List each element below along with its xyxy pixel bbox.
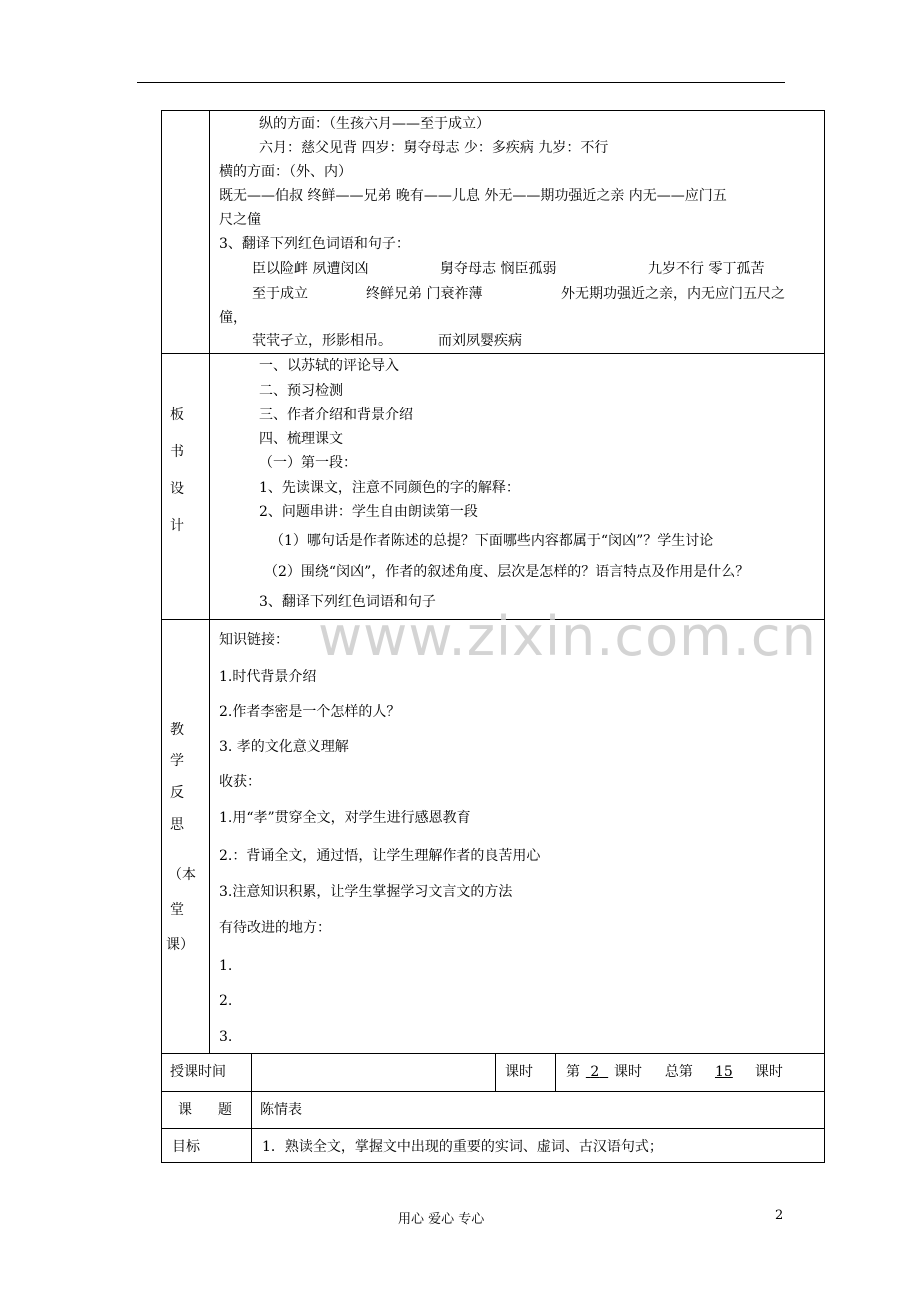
label-char: （本 <box>168 867 196 883</box>
period-suffix: 课时 <box>614 1064 642 1080</box>
total-number: 15 <box>714 1064 733 1080</box>
text-line: 九岁不行 零丁孤苦 <box>648 261 765 277</box>
text-line: 2.：背诵全文，通过悟，让学生理解作者的良苦用心 <box>219 848 541 864</box>
text-line: 终鲜兄弟 门衰祚薄 <box>366 286 483 302</box>
goal-value: 1．熟读全文，掌握文中出现的重要的实词、虚词、古汉语句式； <box>262 1139 663 1155</box>
schedule-divider-2 <box>555 1053 556 1091</box>
text-line: 僮， <box>219 310 247 326</box>
period-label: 课时 <box>505 1064 533 1080</box>
bottom-label-divider <box>251 1053 252 1163</box>
row-divider-4 <box>161 1091 825 1092</box>
text-line: 3.注意知识积累，让学生掌握学习文言文的方法 <box>219 884 513 900</box>
text-line: 臣以险衅 夙遭闵凶 <box>252 261 369 277</box>
period-info <box>566 1062 783 1082</box>
text-line: 2. <box>219 993 233 1009</box>
text-line: 3、翻译下列红色词语和句子 <box>259 594 436 610</box>
goal-label: 目标 <box>172 1139 200 1155</box>
text-line: 1. <box>219 958 233 974</box>
label-char: 学 <box>170 753 184 769</box>
text-line: 2.作者李密是一个怎样的人？ <box>219 704 401 720</box>
text-line: 3. 孝的文化意义理解 <box>219 739 349 755</box>
text-line: 纵的方面：（生孩六月——至于成立） <box>259 116 490 132</box>
text-line: 一、以苏轼的评论导入 <box>259 358 399 374</box>
label-char: 堂 <box>170 902 184 918</box>
total-prefix: 总第 <box>664 1064 693 1080</box>
topic-label-1: 课 <box>178 1102 192 1118</box>
row-divider-3 <box>161 1053 825 1054</box>
period-number: 2 <box>590 1064 600 1080</box>
text-line: 尺之僮 <box>219 212 261 228</box>
label-char: 板 <box>170 407 184 423</box>
text-line: 1、先读课文，注意不同颜色的字的解释： <box>259 480 520 496</box>
text-line: 横的方面：（外、内） <box>219 164 352 180</box>
period-prefix: 第 <box>566 1064 580 1080</box>
row-divider-5 <box>161 1128 825 1129</box>
text-line: 三、作者介绍和背景介绍 <box>259 407 413 423</box>
text-line: （2）围绕“闵凶”，作者的叙述角度、层次是怎样的？语言特点及作用是什么？ <box>264 564 750 580</box>
label-column-divider <box>209 110 210 1053</box>
table-top-border <box>161 110 825 111</box>
text-line: 外无期功强近之亲，内无应门五尺之 <box>561 286 785 302</box>
text-line: 至于成立 <box>252 286 308 302</box>
text-line: 1.时代背景介绍 <box>219 669 317 685</box>
class-time-label: 授课时间 <box>170 1064 226 1080</box>
text-line: 知识链接： <box>219 632 289 648</box>
label-char: 设 <box>170 481 184 497</box>
label-char: 计 <box>170 518 184 534</box>
text-line: 舅夺母志 悯臣孤弱 <box>440 261 557 277</box>
text-line: 四、梳理课文 <box>259 431 343 447</box>
text-line: 二、预习检测 <box>259 383 343 399</box>
topic-value: 陈情表 <box>260 1102 302 1118</box>
text-line: 3、翻译下列红色词语和句子： <box>219 236 410 252</box>
schedule-divider-1 <box>495 1053 496 1091</box>
row-divider-1 <box>161 353 825 354</box>
total-suffix: 课时 <box>754 1064 783 1080</box>
text-line: 茕茕孑立，形影相吊。 <box>252 333 392 349</box>
text-line: （1）哪句话是作者陈述的总提？下面哪些内容都属于“闵凶”？学生讨论 <box>270 533 714 549</box>
label-char: 反 <box>170 785 184 801</box>
page-number: 2 <box>775 1208 784 1223</box>
text-line: 1.用“孝”贯穿全文，对学生进行感恩教育 <box>219 810 471 826</box>
text-line: 既无——伯叔 终鲜——兄弟 晚有——儿息 外无——期功强近之亲 内无——应门五 <box>219 188 727 204</box>
text-line: 3. <box>219 1029 233 1045</box>
topic-label-2: 题 <box>218 1102 232 1118</box>
label-char: 教 <box>170 722 184 738</box>
label-char: 思 <box>170 817 184 833</box>
text-line: 而刘夙婴疾病 <box>438 333 522 349</box>
text-line: （一）第一段： <box>259 455 357 471</box>
text-line: 2、问题串讲：学生自由朗读第一段 <box>259 504 478 520</box>
table-right-border <box>824 110 825 1163</box>
text-line: 收获： <box>219 774 261 790</box>
label-char: 课） <box>166 937 194 953</box>
text-line: 六月：慈父见背 四岁：舅夺母志 少：多疾病 九岁：不行 <box>259 140 609 156</box>
table-bottom-border <box>161 1162 825 1163</box>
header-rule <box>137 82 785 83</box>
text-line: 有待改进的地方： <box>219 920 331 936</box>
label-char: 书 <box>170 444 184 460</box>
table-left-border <box>161 110 162 1163</box>
footer-motto: 用心 爱心 专心 <box>398 1212 485 1227</box>
watermark: www.zixin.com.cn <box>318 605 817 668</box>
